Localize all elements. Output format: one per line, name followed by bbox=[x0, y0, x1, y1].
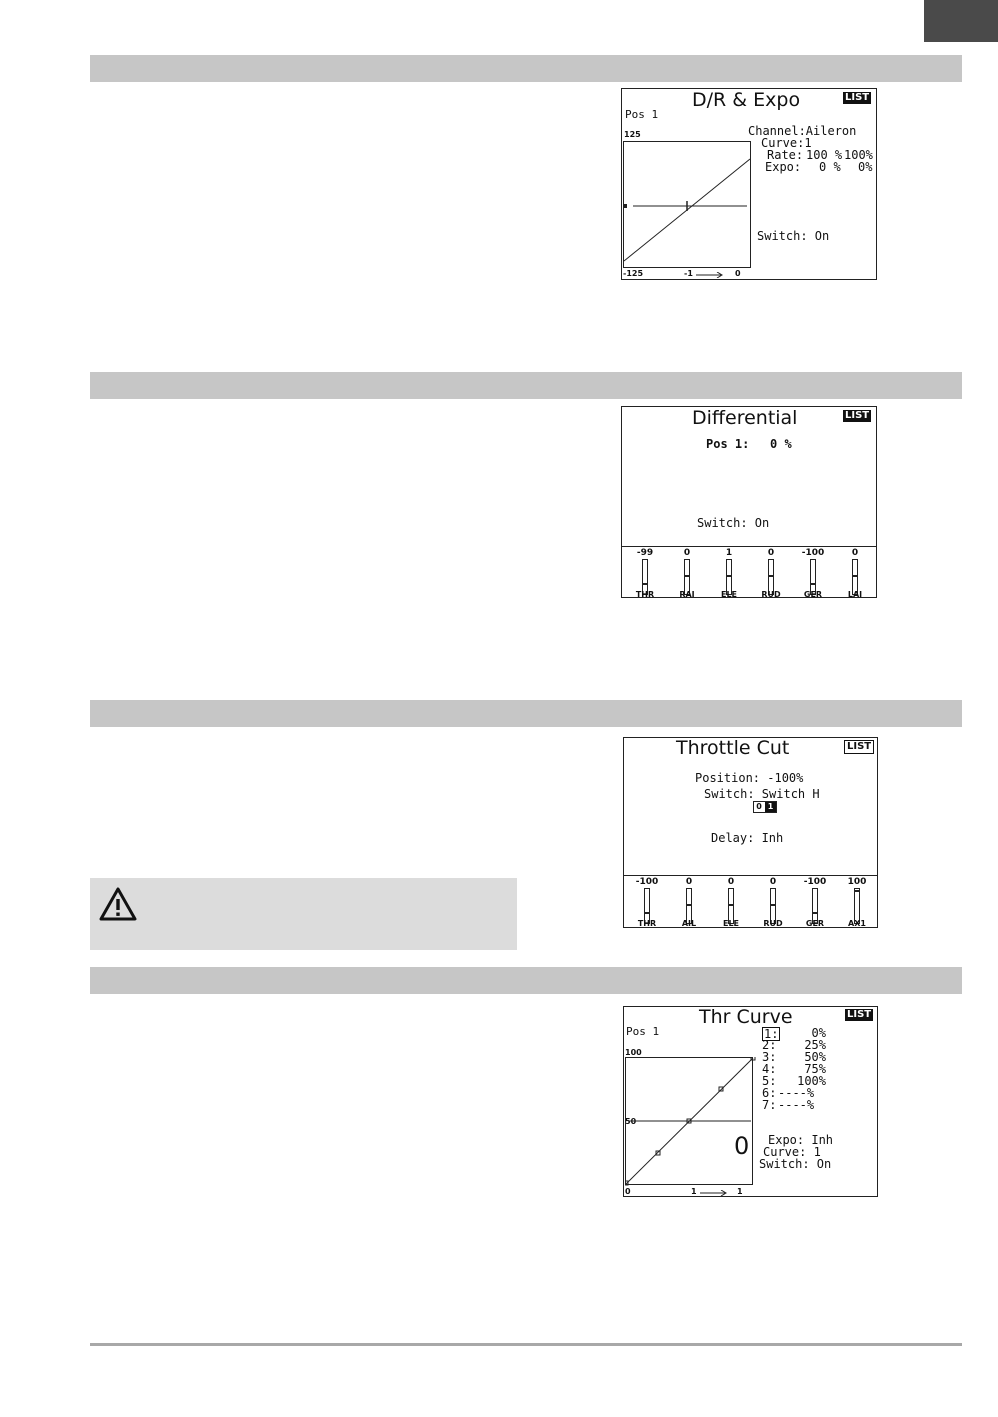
monitor-value: 0 bbox=[727, 877, 735, 887]
monitor-value: 0 bbox=[769, 877, 777, 887]
switch-label[interactable]: Switch: On bbox=[759, 1157, 832, 1171]
curve-point-value[interactable]: 50% bbox=[804, 1050, 826, 1064]
channel-monitor bbox=[622, 547, 876, 598]
monitor-label: RAI bbox=[679, 590, 695, 598]
monitor-indicator bbox=[644, 912, 650, 914]
monitor-indicator bbox=[642, 583, 648, 585]
monitor-indicator bbox=[810, 583, 816, 585]
axis-bottom-mid: 1 bbox=[691, 1187, 697, 1196]
dr-expo-graph bbox=[623, 141, 753, 269]
curve-point-value[interactable]: 0% bbox=[811, 1026, 826, 1040]
monitor-channel bbox=[837, 876, 877, 928]
switch-label[interactable]: Switch: On bbox=[697, 516, 770, 530]
monitor-indicator bbox=[770, 904, 776, 906]
monitor-channel bbox=[667, 547, 707, 598]
axis-top-label: 100 bbox=[625, 1048, 642, 1057]
dr-expo-screen bbox=[621, 88, 877, 280]
expo-label[interactable]: Expo: Inh bbox=[768, 1133, 834, 1147]
monitor-value: 1 bbox=[725, 548, 733, 558]
list-badge[interactable]: LIST bbox=[844, 740, 874, 754]
pos-value[interactable]: 0 % bbox=[770, 437, 792, 451]
curve-point-value[interactable]: 25% bbox=[804, 1038, 826, 1052]
channel-monitor bbox=[624, 876, 877, 928]
axis-bottom-right: 0 bbox=[735, 269, 741, 278]
rate-label: Rate: bbox=[767, 148, 804, 162]
axis-mid-label: 50 bbox=[625, 1117, 637, 1126]
axis-bottom-left: -125 bbox=[623, 269, 644, 278]
thr-curve-graph bbox=[625, 1057, 757, 1189]
monitor-value: 100 bbox=[847, 877, 867, 887]
monitor-channel bbox=[753, 876, 793, 928]
curve-point-index: 3: bbox=[762, 1050, 777, 1064]
switch-label[interactable]: Switch: On bbox=[757, 229, 830, 243]
monitor-indicator bbox=[686, 904, 692, 906]
throttle-cut-screen bbox=[623, 737, 878, 928]
monitor-indicator bbox=[684, 575, 690, 577]
delay-label[interactable]: Delay: Inh bbox=[711, 831, 784, 845]
list-badge[interactable]: LIST bbox=[845, 92, 870, 103]
current-position-value: 0 bbox=[734, 1132, 750, 1160]
page-corner-tab bbox=[924, 0, 998, 42]
section-bar-throttle-cut bbox=[90, 700, 962, 727]
monitor-label: THR bbox=[635, 590, 655, 598]
curve-point-value[interactable]: 75% bbox=[804, 1062, 826, 1076]
monitor-indicator bbox=[728, 904, 734, 906]
monitor-channel bbox=[795, 876, 835, 928]
axis-bottom-mid: -1 bbox=[684, 269, 693, 278]
monitor-label: AIL bbox=[681, 919, 697, 928]
monitor-indicator bbox=[726, 575, 732, 577]
arrow-right-icon bbox=[700, 1190, 728, 1196]
throttle-cut-title: Throttle Cut bbox=[676, 737, 790, 759]
switch-pos-1: 1 bbox=[765, 802, 776, 812]
curve-point-value[interactable]: 100% bbox=[797, 1074, 826, 1088]
curve-label[interactable]: Curve:1 bbox=[761, 136, 812, 150]
arrow-right-icon bbox=[696, 272, 724, 278]
thr-curve-title: Thr Curve bbox=[699, 1006, 793, 1028]
curve-point-value[interactable]: ----% bbox=[778, 1086, 815, 1100]
monitor-channel bbox=[625, 547, 665, 598]
differential-title: Differential bbox=[692, 407, 798, 429]
section-bar-thr-curve bbox=[90, 967, 962, 994]
monitor-label: GER bbox=[805, 919, 825, 928]
monitor-channel bbox=[793, 547, 833, 598]
monitor-value: 0 bbox=[685, 877, 693, 887]
axis-bottom-right: 1 bbox=[737, 1187, 743, 1196]
curve-point-index: 7: bbox=[762, 1098, 777, 1112]
monitor-value: 0 bbox=[851, 548, 859, 558]
axis-bottom-left: 0 bbox=[625, 1187, 631, 1196]
warning-box bbox=[90, 878, 517, 950]
monitor-channel bbox=[835, 547, 875, 598]
curve-point-row[interactable] bbox=[762, 1099, 826, 1111]
switch-pos-0: 0 bbox=[756, 802, 762, 811]
rate-value-1[interactable]: 100 % bbox=[806, 148, 843, 162]
section-bar-dr-expo bbox=[90, 55, 962, 82]
monitor-label: RUD bbox=[763, 919, 783, 928]
curve-point-value[interactable]: ----% bbox=[778, 1098, 815, 1112]
monitor-label: AX1 bbox=[848, 919, 866, 928]
monitor-indicator bbox=[852, 575, 858, 577]
curve-point-index: 2: bbox=[762, 1038, 777, 1052]
pos-label: Pos 1 bbox=[625, 108, 659, 121]
rate-value-2[interactable]: 100% bbox=[844, 148, 873, 162]
thr-curve-screen bbox=[623, 1006, 878, 1197]
list-badge[interactable]: LIST bbox=[845, 410, 870, 421]
curve-point-index: 6: bbox=[762, 1086, 777, 1100]
monitor-value: -99 bbox=[636, 548, 654, 558]
differential-screen bbox=[621, 406, 877, 598]
footer-rule bbox=[90, 1343, 962, 1346]
switch-label[interactable]: Switch: Switch H bbox=[704, 787, 820, 801]
dr-expo-title: D/R & Expo bbox=[692, 89, 801, 111]
monitor-channel bbox=[751, 547, 791, 598]
monitor-label: GER bbox=[803, 590, 823, 598]
monitor-value: -100 bbox=[801, 548, 825, 558]
curve-point-index[interactable]: 1: bbox=[764, 1027, 779, 1041]
curve-points-list bbox=[762, 1027, 826, 1111]
monitor-value: -100 bbox=[803, 877, 827, 887]
monitor-label: ELE bbox=[720, 590, 738, 598]
monitor-indicator bbox=[812, 912, 818, 914]
monitor-label: THR bbox=[637, 919, 657, 928]
monitor-channel bbox=[627, 876, 667, 928]
monitor-indicator bbox=[768, 575, 774, 577]
monitor-label: RUD bbox=[761, 590, 781, 598]
section-bar-differential bbox=[90, 372, 962, 399]
curve-label[interactable]: Curve: 1 bbox=[763, 1145, 821, 1159]
warning-triangle-icon bbox=[98, 886, 138, 922]
monitor-label: ELE bbox=[722, 919, 740, 928]
channel-label[interactable]: Channel:Aileron bbox=[748, 124, 857, 138]
monitor-channel bbox=[709, 547, 749, 598]
expo-value-2[interactable]: 0% bbox=[858, 160, 873, 174]
monitor-value: 0 bbox=[767, 548, 775, 558]
list-badge[interactable]: LIST bbox=[847, 1009, 872, 1020]
switch-position-indicator bbox=[753, 801, 777, 813]
monitor-value: 0 bbox=[683, 548, 691, 558]
curve-point-index: 5: bbox=[762, 1074, 777, 1088]
monitor-value: -100 bbox=[635, 877, 659, 887]
pos-label: Pos 1 bbox=[626, 1025, 660, 1038]
expo-label: Expo: bbox=[765, 160, 802, 174]
monitor-channel bbox=[669, 876, 709, 928]
monitor-channel bbox=[711, 876, 751, 928]
position-label[interactable]: Position: -100% bbox=[695, 771, 804, 785]
monitor-label: LAI bbox=[847, 590, 863, 598]
monitor-indicator bbox=[854, 890, 860, 892]
expo-value-1[interactable]: 0 % bbox=[819, 160, 841, 174]
axis-top-label: 125 bbox=[624, 130, 641, 139]
pos-label: Pos 1: bbox=[706, 437, 750, 451]
curve-point-index: 4: bbox=[762, 1062, 777, 1076]
